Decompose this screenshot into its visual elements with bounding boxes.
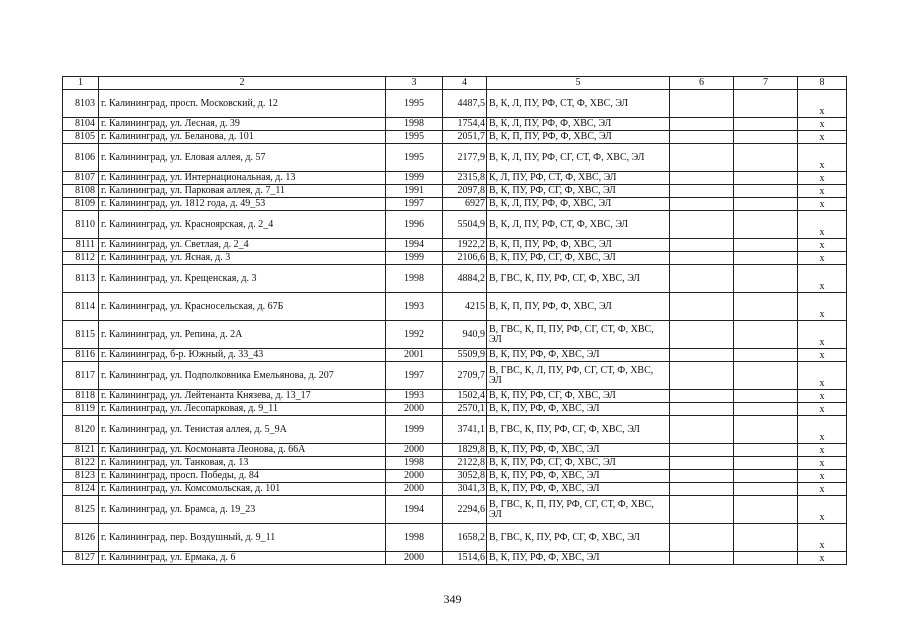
year-cell: 1998	[386, 457, 443, 470]
works-cell: К, Л, ПУ, РФ, СТ, Ф, ХВС, ЭЛ	[487, 172, 670, 185]
works-cell: В, К, Л, ПУ, РФ, СТ, Ф, ХВС, ЭЛ	[487, 211, 670, 239]
year-cell: 1994	[386, 496, 443, 524]
area-cell: 1658,2	[443, 524, 487, 552]
table-body	[63, 77, 847, 565]
area-cell: 940,9	[443, 321, 487, 349]
mark-cell: х	[798, 211, 847, 239]
column-6-cell	[670, 131, 734, 144]
table-row	[63, 131, 847, 144]
column-7-cell	[734, 131, 798, 144]
area-cell: 5509,9	[443, 349, 487, 362]
area-cell: 4884,2	[443, 265, 487, 293]
year-cell: 1999	[386, 172, 443, 185]
works-cell: В, ГВС, К, ПУ, РФ, СГ, Ф, ХВС, ЭЛ	[487, 416, 670, 444]
table-row	[63, 496, 847, 524]
mark-cell: х	[798, 118, 847, 131]
year-cell: 1995	[386, 131, 443, 144]
column-6-cell	[670, 496, 734, 524]
row-number-cell: 8111	[63, 239, 99, 252]
address-cell: г. Калининград, ул. Репина, д. 2А	[99, 321, 386, 349]
year-cell: 1995	[386, 90, 443, 118]
column-6-cell	[670, 118, 734, 131]
mark-cell: х	[798, 444, 847, 457]
year-cell: 2001	[386, 349, 443, 362]
row-number-cell: 8122	[63, 457, 99, 470]
column-6-cell	[670, 185, 734, 198]
works-cell: В, К, ПУ, РФ, Ф, ХВС, ЭЛ	[487, 349, 670, 362]
column-6-cell	[670, 265, 734, 293]
table-row	[63, 470, 847, 483]
column-6-cell	[670, 552, 734, 565]
row-number-cell: 8113	[63, 265, 99, 293]
row-number-cell: 8109	[63, 198, 99, 211]
year-cell: 1999	[386, 416, 443, 444]
address-cell: г. Калининград, просп. Московский, д. 12	[99, 90, 386, 118]
row-number-cell: 8118	[63, 390, 99, 403]
address-cell: г. Калининград, ул. Лесная, д. 39	[99, 118, 386, 131]
works-cell: В, К, ПУ, РФ, СГ, Ф, ХВС, ЭЛ	[487, 185, 670, 198]
header-cell: 5	[487, 77, 670, 90]
works-cell: В, К, ПУ, РФ, Ф, ХВС, ЭЛ	[487, 444, 670, 457]
column-7-cell	[734, 90, 798, 118]
works-cell: В, К, ПУ, РФ, Ф, ХВС, ЭЛ	[487, 403, 670, 416]
works-cell: В, К, ПУ, РФ, СГ, Ф, ХВС, ЭЛ	[487, 390, 670, 403]
mark-cell: х	[798, 90, 847, 118]
column-6-cell	[670, 362, 734, 390]
header-cell: 4	[443, 77, 487, 90]
area-cell: 2097,8	[443, 185, 487, 198]
address-cell: г. Калининград, ул. Космонавта Леонова, д. 66А	[99, 444, 386, 457]
table-row	[63, 403, 847, 416]
area-cell: 2570,1	[443, 403, 487, 416]
year-cell: 1998	[386, 265, 443, 293]
address-cell: г. Калининград, ул. Парковая аллея, д. 7_11	[99, 185, 386, 198]
row-number-cell: 8108	[63, 185, 99, 198]
table-row	[63, 416, 847, 444]
column-6-cell	[670, 483, 734, 496]
column-7-cell	[734, 144, 798, 172]
works-cell: В, К, ПУ, РФ, Ф, ХВС, ЭЛ	[487, 483, 670, 496]
area-cell: 1514,6	[443, 552, 487, 565]
row-number-cell: 8126	[63, 524, 99, 552]
column-7-cell	[734, 444, 798, 457]
header-cell: 3	[386, 77, 443, 90]
year-cell: 1997	[386, 362, 443, 390]
mark-cell: х	[798, 416, 847, 444]
table-row	[63, 198, 847, 211]
year-cell: 2000	[386, 470, 443, 483]
column-7-cell	[734, 496, 798, 524]
works-cell: В, К, Л, ПУ, РФ, Ф, ХВС, ЭЛ	[487, 198, 670, 211]
mark-cell: х	[798, 403, 847, 416]
column-7-cell	[734, 198, 798, 211]
table-row	[63, 144, 847, 172]
table-row	[63, 390, 847, 403]
address-cell: г. Калининград, ул. 1812 года, д. 49_53	[99, 198, 386, 211]
works-cell: В, К, П, ПУ, РФ, Ф, ХВС, ЭЛ	[487, 293, 670, 321]
row-number-cell: 8107	[63, 172, 99, 185]
row-number-cell: 8117	[63, 362, 99, 390]
mark-cell: х	[798, 198, 847, 211]
table-row	[63, 457, 847, 470]
mark-cell: х	[798, 265, 847, 293]
year-cell: 1999	[386, 252, 443, 265]
column-7-cell	[734, 265, 798, 293]
area-cell: 5504,9	[443, 211, 487, 239]
table-row	[63, 239, 847, 252]
mark-cell: х	[798, 470, 847, 483]
row-number-cell: 8106	[63, 144, 99, 172]
works-cell: В, ГВС, К, П, ПУ, РФ, СГ, СТ, Ф, ХВС, ЭЛ	[487, 496, 670, 524]
works-cell: В, ГВС, К, ПУ, РФ, СГ, Ф, ХВС, ЭЛ	[487, 265, 670, 293]
year-cell: 1998	[386, 118, 443, 131]
row-number-cell: 8114	[63, 293, 99, 321]
column-6-cell	[670, 457, 734, 470]
area-cell: 3052,8	[443, 470, 487, 483]
column-6-cell	[670, 470, 734, 483]
area-cell: 2051,7	[443, 131, 487, 144]
column-6-cell	[670, 172, 734, 185]
mark-cell: х	[798, 293, 847, 321]
table-row	[63, 185, 847, 198]
header-cell: 7	[734, 77, 798, 90]
table-row	[63, 211, 847, 239]
row-number-cell: 8127	[63, 552, 99, 565]
address-cell: г. Калининград, ул. Лесопарковая, д. 9_11	[99, 403, 386, 416]
table-row	[63, 524, 847, 552]
row-number-cell: 8110	[63, 211, 99, 239]
mark-cell: х	[798, 239, 847, 252]
column-7-cell	[734, 403, 798, 416]
works-cell: В, К, П, ПУ, РФ, Ф, ХВС, ЭЛ	[487, 239, 670, 252]
column-6-cell	[670, 416, 734, 444]
column-6-cell	[670, 198, 734, 211]
mark-cell: х	[798, 144, 847, 172]
column-6-cell	[670, 293, 734, 321]
year-cell: 1997	[386, 198, 443, 211]
column-7-cell	[734, 321, 798, 349]
year-cell: 2000	[386, 444, 443, 457]
address-cell: г. Калининград, ул. Светлая, д. 2_4	[99, 239, 386, 252]
row-number-cell: 8105	[63, 131, 99, 144]
area-cell: 1754,4	[443, 118, 487, 131]
table-row	[63, 172, 847, 185]
works-cell: В, К, ПУ, РФ, СГ, Ф, ХВС, ЭЛ	[487, 252, 670, 265]
column-7-cell	[734, 252, 798, 265]
area-cell: 2709,7	[443, 362, 487, 390]
column-6-cell	[670, 321, 734, 349]
area-cell: 3041,3	[443, 483, 487, 496]
mark-cell: х	[798, 321, 847, 349]
year-cell: 1994	[386, 239, 443, 252]
header-cell: 2	[99, 77, 386, 90]
column-6-cell	[670, 211, 734, 239]
area-cell: 1829,8	[443, 444, 487, 457]
column-7-cell	[734, 293, 798, 321]
area-cell: 1502,4	[443, 390, 487, 403]
works-cell: В, К, Л, ПУ, РФ, Ф, ХВС, ЭЛ	[487, 118, 670, 131]
column-6-cell	[670, 90, 734, 118]
column-6-cell	[670, 524, 734, 552]
address-cell: г. Калининград, ул. Интернациональная, д. 13	[99, 172, 386, 185]
column-7-cell	[734, 211, 798, 239]
address-cell: г. Калининград, ул. Крещенская, д. 3	[99, 265, 386, 293]
column-7-cell	[734, 390, 798, 403]
column-6-cell	[670, 144, 734, 172]
header-cell: 8	[798, 77, 847, 90]
address-cell: г. Калининград, пер. Воздушный, д. 9_11	[99, 524, 386, 552]
address-cell: г. Калининград, ул. Лейтенанта Князева, д. 13_17	[99, 390, 386, 403]
works-cell: В, ГВС, К, П, ПУ, РФ, СГ, СТ, Ф, ХВС, ЭЛ	[487, 321, 670, 349]
mark-cell: х	[798, 457, 847, 470]
table-row	[63, 552, 847, 565]
column-7-cell	[734, 362, 798, 390]
header-cell: 6	[670, 77, 734, 90]
area-cell: 4487,5	[443, 90, 487, 118]
address-cell: г. Калининград, ул. Еловая аллея, д. 57	[99, 144, 386, 172]
year-cell: 1991	[386, 185, 443, 198]
area-cell: 2122,8	[443, 457, 487, 470]
works-cell: В, К, Л, ПУ, РФ, СГ, СТ, Ф, ХВС, ЭЛ	[487, 144, 670, 172]
row-number-cell: 8104	[63, 118, 99, 131]
year-cell: 1998	[386, 524, 443, 552]
mark-cell: х	[798, 131, 847, 144]
row-number-cell: 8121	[63, 444, 99, 457]
table-row	[63, 118, 847, 131]
year-cell: 1993	[386, 293, 443, 321]
column-7-cell	[734, 470, 798, 483]
mark-cell: х	[798, 496, 847, 524]
mark-cell: х	[798, 552, 847, 565]
row-number-cell: 8112	[63, 252, 99, 265]
address-cell: г. Калининград, просп. Победы, д. 84	[99, 470, 386, 483]
column-7-cell	[734, 172, 798, 185]
table-row	[63, 444, 847, 457]
column-7-cell	[734, 483, 798, 496]
row-number-cell: 8116	[63, 349, 99, 362]
works-cell: В, ГВС, К, Л, ПУ, РФ, СГ, СТ, Ф, ХВС, ЭЛ	[487, 362, 670, 390]
table-row	[63, 483, 847, 496]
area-cell: 1922,2	[443, 239, 487, 252]
mark-cell: х	[798, 252, 847, 265]
column-6-cell	[670, 252, 734, 265]
row-number-cell: 8120	[63, 416, 99, 444]
year-cell: 1995	[386, 144, 443, 172]
row-number-cell: 8125	[63, 496, 99, 524]
works-cell: В, ГВС, К, ПУ, РФ, СГ, Ф, ХВС, ЭЛ	[487, 524, 670, 552]
area-cell: 2177,9	[443, 144, 487, 172]
table-row	[63, 90, 847, 118]
address-cell: г. Калининград, ул. Танковая, д. 13	[99, 457, 386, 470]
page-number: 349	[443, 592, 462, 606]
mark-cell: х	[798, 172, 847, 185]
year-cell: 1996	[386, 211, 443, 239]
mark-cell: х	[798, 185, 847, 198]
column-6-cell	[670, 239, 734, 252]
area-cell: 6927	[443, 198, 487, 211]
registry-table	[62, 76, 847, 565]
column-6-cell	[670, 403, 734, 416]
mark-cell: х	[798, 362, 847, 390]
address-cell: г. Калининград, б-р. Южный, д. 33_43	[99, 349, 386, 362]
address-cell: г. Калининград, ул. Беланова, д. 101	[99, 131, 386, 144]
column-6-cell	[670, 390, 734, 403]
table-row	[63, 321, 847, 349]
mark-cell: х	[798, 349, 847, 362]
mark-cell: х	[798, 390, 847, 403]
column-7-cell	[734, 416, 798, 444]
row-number-cell: 8103	[63, 90, 99, 118]
works-cell: В, К, Л, ПУ, РФ, СТ, Ф, ХВС, ЭЛ	[487, 90, 670, 118]
row-number-cell: 8123	[63, 470, 99, 483]
column-7-cell	[734, 185, 798, 198]
address-cell: г. Калининград, ул. Ермака, д. 6	[99, 552, 386, 565]
year-cell: 2000	[386, 552, 443, 565]
column-7-cell	[734, 457, 798, 470]
area-cell: 2294,6	[443, 496, 487, 524]
address-cell: г. Калининград, ул. Тенистая аллея, д. 5_9А	[99, 416, 386, 444]
column-7-cell	[734, 524, 798, 552]
mark-cell: х	[798, 524, 847, 552]
column-7-cell	[734, 552, 798, 565]
address-cell: г. Калининград, ул. Красносельская, д. 67Б	[99, 293, 386, 321]
address-cell: г. Калининград, ул. Комсомольская, д. 101	[99, 483, 386, 496]
row-number-cell: 8115	[63, 321, 99, 349]
column-6-cell	[670, 444, 734, 457]
mark-cell: х	[798, 483, 847, 496]
works-cell: В, К, П, ПУ, РФ, Ф, ХВС, ЭЛ	[487, 131, 670, 144]
address-cell: г. Калининград, ул. Ясная, д. 3	[99, 252, 386, 265]
address-cell: г. Калининград, ул. Красноярская, д. 2_4	[99, 211, 386, 239]
works-cell: В, К, ПУ, РФ, Ф, ХВС, ЭЛ	[487, 470, 670, 483]
table-row	[63, 265, 847, 293]
works-cell: В, К, ПУ, РФ, Ф, ХВС, ЭЛ	[487, 552, 670, 565]
column-7-cell	[734, 239, 798, 252]
column-7-cell	[734, 118, 798, 131]
column-6-cell	[670, 349, 734, 362]
column-7-cell	[734, 349, 798, 362]
area-cell: 4215	[443, 293, 487, 321]
area-cell: 3741,1	[443, 416, 487, 444]
table-row	[63, 293, 847, 321]
row-number-cell: 8119	[63, 403, 99, 416]
year-cell: 2000	[386, 403, 443, 416]
works-cell: В, К, ПУ, РФ, СГ, Ф, ХВС, ЭЛ	[487, 457, 670, 470]
address-cell: г. Калининград, ул. Подполковника Емельянова, д. 207	[99, 362, 386, 390]
header-cell: 1	[63, 77, 99, 90]
area-cell: 2315,8	[443, 172, 487, 185]
row-number-cell: 8124	[63, 483, 99, 496]
address-cell: г. Калининград, ул. Брамса, д. 19_23	[99, 496, 386, 524]
header-row	[63, 77, 847, 90]
area-cell: 2106,6	[443, 252, 487, 265]
table-row	[63, 362, 847, 390]
table-row	[63, 252, 847, 265]
year-cell: 1992	[386, 321, 443, 349]
table-row	[63, 349, 847, 362]
year-cell: 2000	[386, 483, 443, 496]
year-cell: 1993	[386, 390, 443, 403]
